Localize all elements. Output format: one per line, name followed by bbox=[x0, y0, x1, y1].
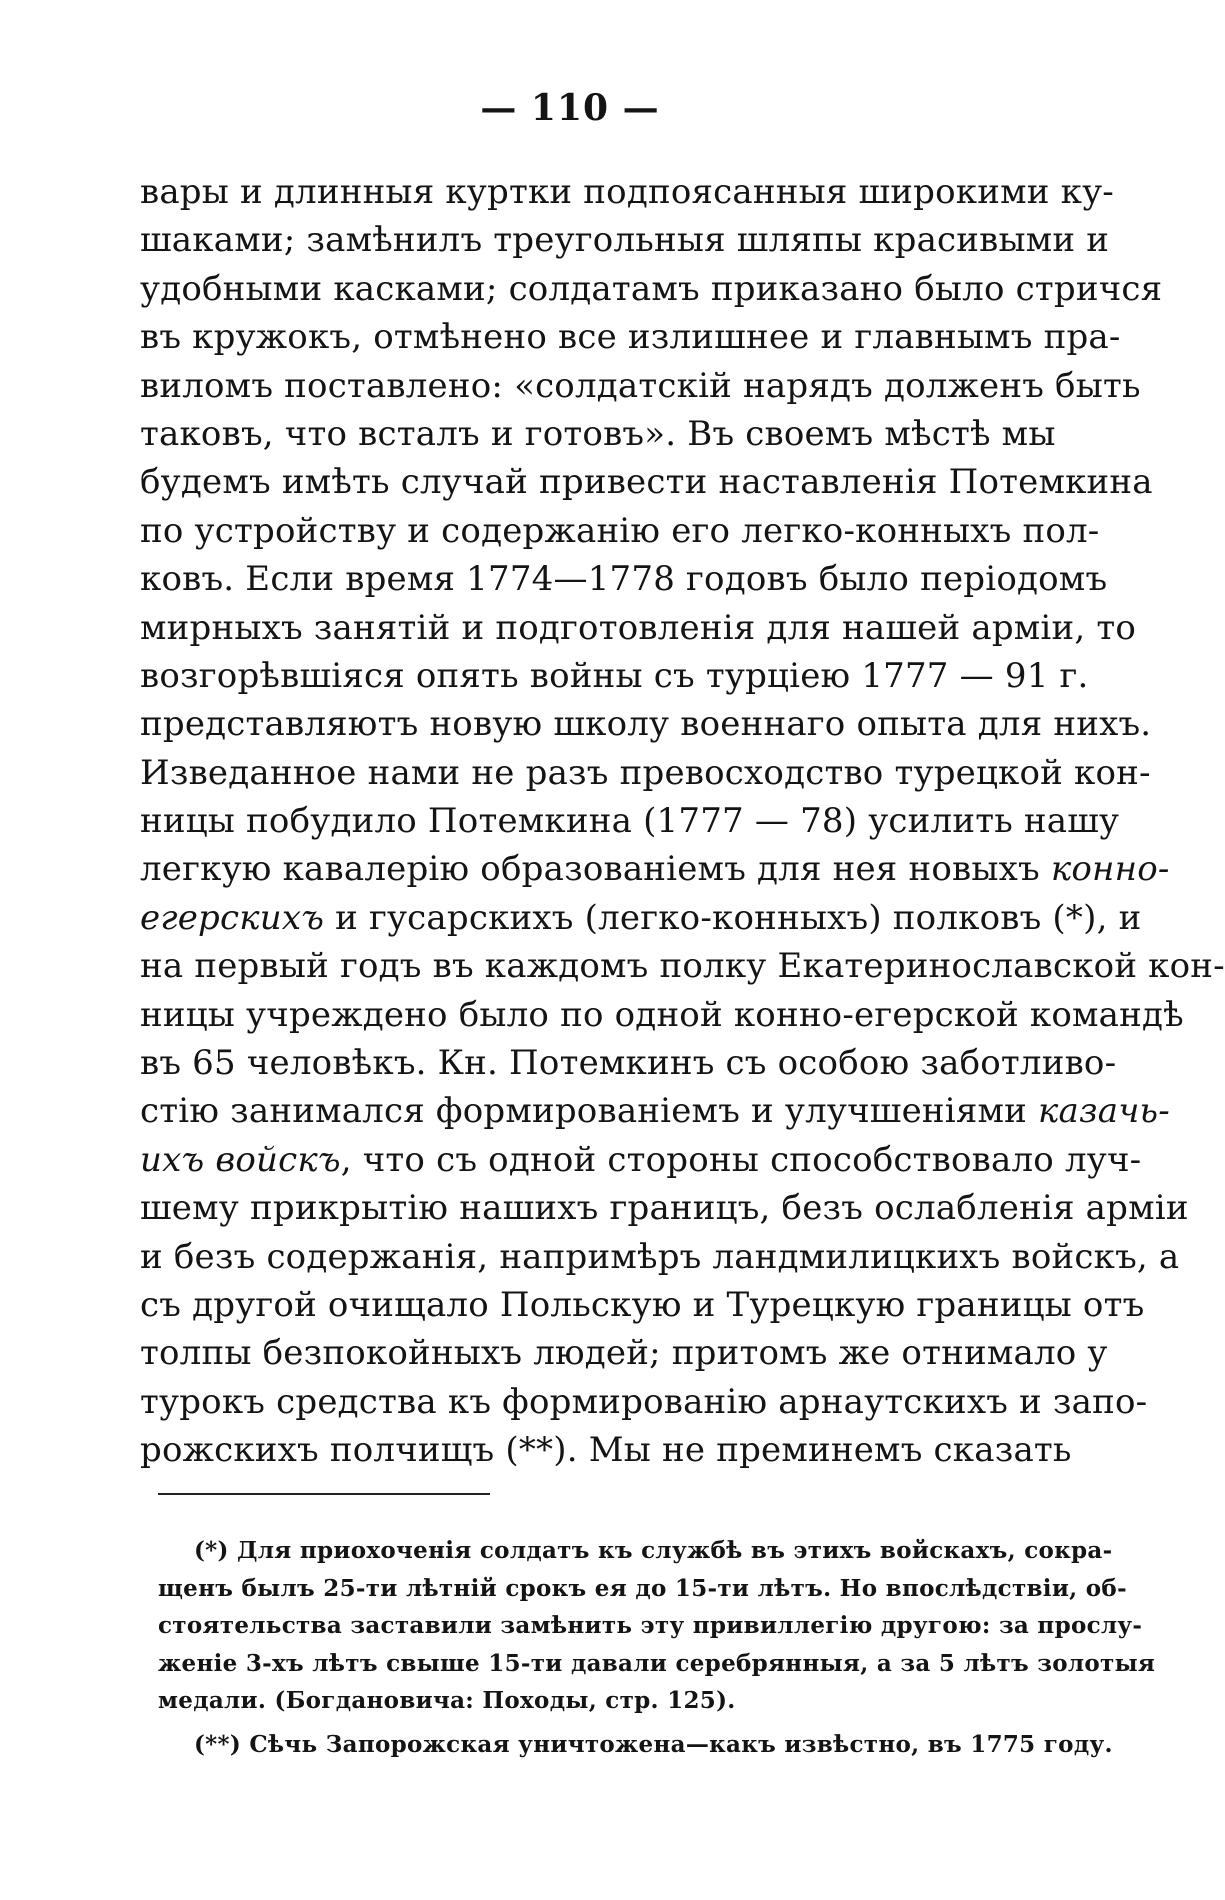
text-line: виломъ поставлено: «солдатскій нарядъ долженъ быть bbox=[140, 365, 1141, 406]
italic-term: конно- bbox=[1050, 849, 1170, 890]
footnote-line: щенъ былъ 25-ти лѣтній срокъ ея до 15-ти лѣтъ. Но впослѣдствіи, об- bbox=[158, 1574, 1127, 1602]
text-line: будемъ имѣть случай привести наставленія Потемкина bbox=[140, 462, 1153, 503]
footnotes bbox=[158, 1532, 1156, 1763]
text-line: рожскихъ полчищъ (**). Мы не преминемъ сказать bbox=[140, 1430, 1072, 1471]
body-text bbox=[140, 168, 1225, 1475]
text-line: вары и длинныя куртки подпоясанныя широкими ку- bbox=[140, 172, 1114, 212]
italic-term: егерскихъ bbox=[140, 897, 325, 938]
text-line: въ кружокъ, отмѣнено все излишнее и главнымъ пра- bbox=[140, 317, 1121, 358]
text-run: и гусарскихъ (легко-конныхъ) полковъ (*), и bbox=[324, 897, 1142, 938]
text-line: шему прикрытію нашихъ границъ, безъ ослабленія арміи bbox=[140, 1188, 1189, 1229]
text-line: по устройству и содержанію его легко-конныхъ пол- bbox=[140, 510, 1100, 551]
text-line: удобными касками; солдатамъ приказано было стричся bbox=[140, 268, 1163, 309]
text-line: турокъ средства къ формированію арнаутскихъ и запо- bbox=[140, 1381, 1148, 1422]
text-line: представляютъ новую школу военнаго опыта для нихъ. bbox=[140, 704, 1152, 745]
text-line: таковъ, что всталъ и готовъ». Въ своемъ мѣстѣ мы bbox=[140, 413, 1056, 454]
italic-term: казачь- bbox=[1038, 1091, 1170, 1132]
footnote-divider bbox=[158, 1493, 490, 1495]
text-line: шаками; замѣнилъ треугольныя шляпы красивыми и bbox=[140, 220, 1110, 261]
text-line: ницы учреждено было по одной конно-егерской командѣ bbox=[140, 994, 1184, 1035]
text-line bbox=[140, 894, 1142, 942]
footnote-line: стоятельства заставили замѣнить эту привиллегію другою: за прослу- bbox=[158, 1612, 1143, 1639]
text-line: на первый годъ въ каждомъ полку Екатеринославской кон- bbox=[140, 946, 1225, 987]
text-line: съ другой очищало Польскую и Турецкую границы отъ bbox=[140, 1284, 1145, 1325]
text-line: въ 65 человѣкъ. Кн. Потемкинъ съ особою заботливо- bbox=[140, 1043, 1117, 1084]
text-line: мирныхъ занятій и подготовленія для нашей арміи, то bbox=[140, 607, 1137, 648]
text-run: , что съ одной стороны способствовало луч- bbox=[340, 1139, 1142, 1180]
text-run: стію занимался формированіемъ и улучшеніями bbox=[140, 1091, 1039, 1132]
text-line: возгорѣвшіяся опять войны съ турціею 1777 — 91 г. bbox=[140, 655, 1089, 696]
text-line bbox=[140, 1136, 1142, 1184]
footnote-line: женіе 3-хъ лѣтъ свыше 15-ти давали серебрянныя, а за 5 лѣтъ золотыя bbox=[158, 1649, 1156, 1677]
text-line bbox=[140, 1087, 1170, 1135]
page-number: — 110 — bbox=[480, 87, 660, 129]
text-line: ницы побудило Потемкина (1777 — 78) усилить нашу bbox=[140, 801, 1120, 842]
text-run: легкую кавалерію образованіемъ для нея новыхъ bbox=[140, 849, 1051, 890]
text-line: Изведанное нами не разъ превосходство турецкой кон- bbox=[140, 752, 1151, 793]
text-line bbox=[140, 845, 1170, 893]
italic-term: ихъ войскъ bbox=[140, 1139, 341, 1180]
text-line: и безъ содержанія, напримѣръ ландмилицкихъ войскъ, а bbox=[140, 1236, 1180, 1277]
footnote-line: (*) Для приохоченія солдатъ къ службѣ въ этихъ войскахъ, сокра- bbox=[194, 1537, 1113, 1564]
text-line: толпы безпокойныхъ людей; притомъ же отнимало у bbox=[140, 1333, 1108, 1374]
text-line: ковъ. Если время 1774—1778 годовъ было періодомъ bbox=[140, 559, 1108, 600]
footnote-line: медали. (Богдановича: Походы, стр. 125). bbox=[158, 1687, 736, 1714]
footnote-line: (**) Сѣчь Запорожская уничтожена—какъ извѣстно, въ 1775 году. bbox=[194, 1730, 1113, 1758]
